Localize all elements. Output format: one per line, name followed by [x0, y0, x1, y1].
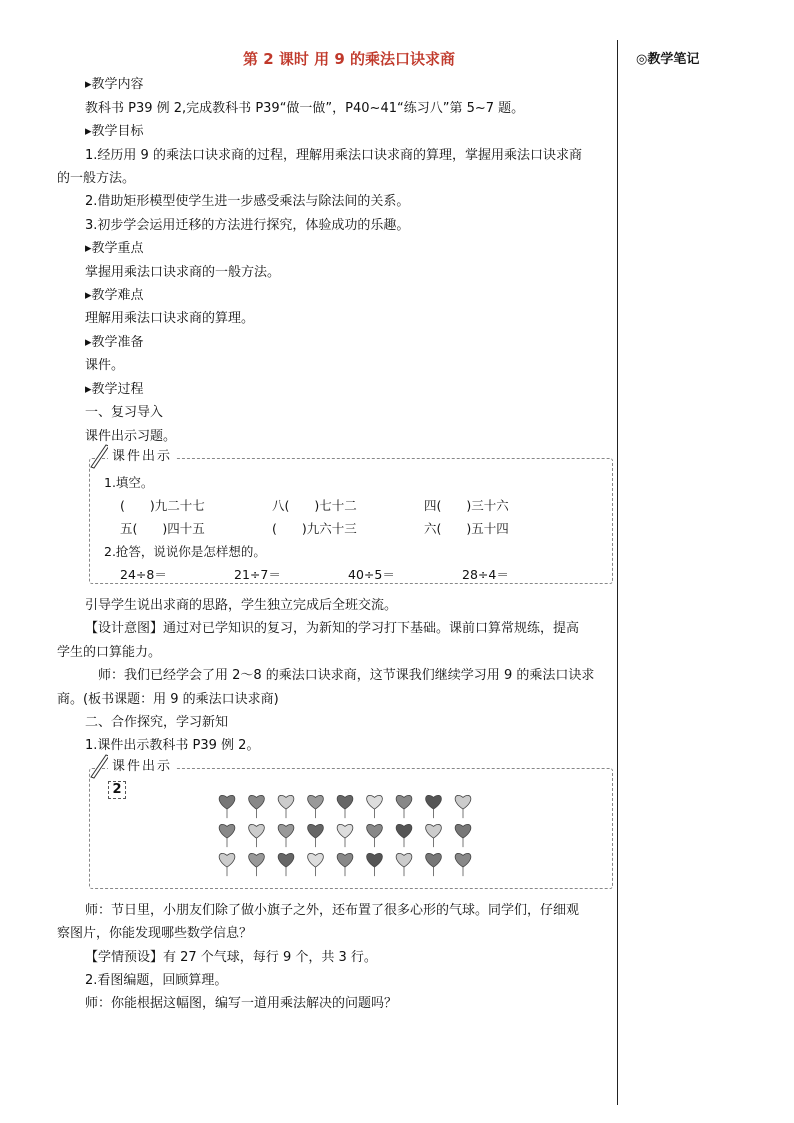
heart-balloon-icon [337, 824, 353, 847]
heart-balloon-icon [426, 853, 442, 876]
heart-balloon-icon [278, 853, 294, 876]
show-2: 1.课件出示教科书 P39 例 2。 [85, 738, 260, 754]
calc-item: 40÷5＝ [348, 566, 395, 582]
fill-item: ( )九二十七 [120, 497, 205, 513]
step-1: 一、复习导入 [85, 405, 164, 421]
heart-balloon-icon [367, 824, 383, 847]
goal-heading: ▸教学目标 [85, 124, 144, 140]
heart-balloon-icon [278, 824, 294, 847]
notes-divider [617, 40, 618, 1105]
box-label: 课件出示 [108, 755, 176, 778]
fill-row-1 [104, 494, 612, 517]
heart-balloon-icon [455, 824, 471, 847]
page-title: 第 2 课时 用 9 的乘法口诀求商 [243, 50, 455, 68]
show-1: 课件出示习题。 [85, 428, 177, 444]
question-1: 1.填空。 [104, 474, 154, 490]
design-intent: 【设计意图】通过对已学知识的复习，为新知的学习打下基础。课前口算常规练，提高 [85, 621, 580, 637]
difficulty-heading: ▸教学难点 [85, 288, 144, 304]
key-heading: ▸教学重点 [85, 241, 144, 257]
heart-balloon-icon [249, 853, 265, 876]
heart-balloon-icon [249, 824, 265, 847]
fill-item: 六( )五十四 [424, 520, 509, 536]
box-label: 课件出示 [108, 445, 176, 468]
prep-heading: ▸教学准备 [85, 334, 144, 350]
teacher-line-1-cont: 商。(板书课题：用 9 的乘法口诀求商) [57, 691, 279, 707]
key-text: 掌握用乘法口诀求商的一般方法。 [85, 264, 281, 280]
calc-row [104, 563, 612, 586]
heart-balloon-icon [367, 853, 383, 876]
goal-1: 1.经历用 9 的乘法口诀求商的过程，理解用乘法口诀求商的算理，掌握用乘法口诀求商 [85, 147, 582, 163]
learning-preset: 【学情预设】有 27 个气球，每行 9 个，共 3 行。 [85, 949, 377, 965]
lesson-body [57, 48, 613, 1016]
heart-balloon-icon [455, 853, 471, 876]
heart-balloon-icon [426, 795, 442, 818]
prep-text: 课件。 [85, 358, 125, 374]
heart-balloon-icon [219, 824, 235, 847]
heart-balloon-icon [219, 853, 235, 876]
difficulty-text: 理解用乘法口诀求商的算理。 [85, 311, 255, 327]
notes-header: ◎教学笔记 [636, 52, 700, 67]
heart-balloon-icon [219, 795, 235, 818]
para-1: 引导学生说出求商的思路，学生独立完成后全班交流。 [85, 597, 398, 613]
calc-item: 28÷4＝ [462, 566, 509, 582]
teacher-line-3: 师：你能根据这幅图，编写一道用乘法解决的问题吗？ [85, 996, 398, 1012]
heart-balloon-icon [337, 795, 353, 818]
design-intent-cont: 学生的口算能力。 [57, 644, 162, 660]
fill-row-2 [104, 517, 612, 540]
heart-balloon-icon [337, 853, 353, 876]
calc-item: 24÷8＝ [120, 566, 167, 582]
content-text: 教科书 P39 例 2,完成教科书 P39“做一做”，P40~41“练习八”第 5~7 题。 [85, 100, 525, 116]
step-2: 二、合作探究，学习新知 [85, 714, 229, 730]
teacher-line-2-cont: 察图片，你能发现哪些数学信息？ [57, 926, 253, 942]
fill-item: ( )九六十三 [272, 520, 357, 536]
process-heading: ▸教学过程 [85, 381, 144, 397]
fill-item: 五( )四十五 [120, 520, 205, 536]
goal-2: 2.借助矩形模型使学生进一步感受乘法与除法间的关系。 [85, 194, 410, 210]
exercise-box [89, 448, 613, 584]
example-number: 2 [108, 781, 126, 799]
heart-balloon-icon [308, 795, 324, 818]
fill-item: 八( )七十二 [272, 497, 357, 513]
heart-balloon-icon [426, 824, 442, 847]
content-heading: ▸教学内容 [85, 77, 144, 93]
heart-balloons-illustration [217, 791, 487, 879]
heart-balloon-icon [367, 795, 383, 818]
question-2: 2.抢答，说说你是怎样想的。 [104, 543, 266, 559]
calc-item: 21÷7＝ [234, 566, 281, 582]
goal-1-cont: 的一般方法。 [57, 171, 136, 187]
example-box [89, 758, 613, 889]
heart-balloon-icon [396, 795, 412, 818]
heart-balloon-icon [278, 795, 294, 818]
goal-3: 3.初步学会运用迁移的方法进行探究，体验成功的乐趣。 [85, 217, 410, 233]
teacher-line-1: 师：我们已经学会了用 2～8 的乘法口诀求商，这节课我们继续学习用 9 的乘法口诀求 [85, 668, 595, 684]
step-2-2: 2.看图编题，回顾算理。 [85, 972, 228, 988]
teacher-line-2: 师：节日里，小朋友们除了做小旗子之外，还布置了很多心形的气球。同学们，仔细观 [85, 902, 580, 918]
heart-balloon-icon [455, 795, 471, 818]
heart-balloon-icon [308, 853, 324, 876]
heart-balloon-icon [308, 824, 324, 847]
fill-item: 四( )三十六 [424, 497, 509, 513]
heart-balloon-icon [249, 795, 265, 818]
heart-balloon-icon [396, 824, 412, 847]
heart-balloon-icon [396, 853, 412, 876]
